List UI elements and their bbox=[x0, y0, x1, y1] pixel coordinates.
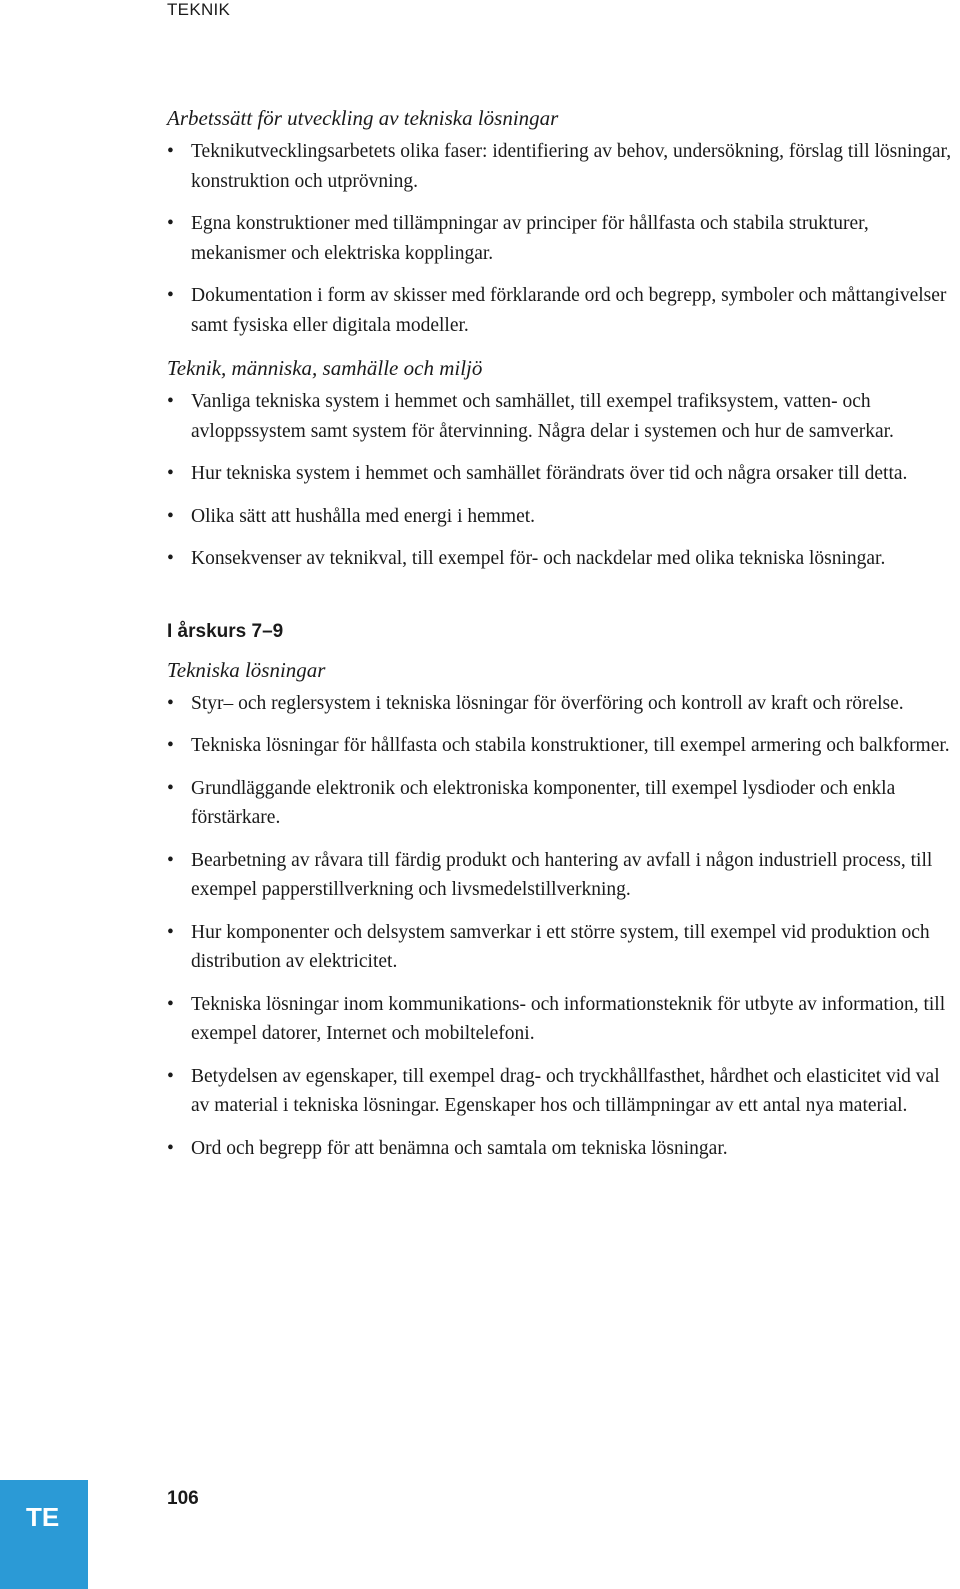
list-item: • Teknikutvecklingsarbetets olika faser: identifiering av behov, undersökning, förslag till lösningar, konstruktion och utprövning. bbox=[167, 137, 957, 196]
document-body bbox=[167, 103, 957, 1176]
subject-tab-marker bbox=[0, 1480, 88, 1589]
list-item: • Ord och begrepp för att benämna och samtala om tekniska lösningar. bbox=[167, 1134, 957, 1164]
bullet-list bbox=[167, 689, 957, 1164]
list-item: • Dokumentation i form av skisser med förklarande ord och begrepp, symboler och måttangivelser samt fysiska eller digitala modeller. bbox=[167, 281, 957, 340]
list-item: • Bearbetning av råvara till färdig produkt och hantering av avfall i någon industriell process, till exempel papperstillverkning och livsmedelstillverkning. bbox=[167, 846, 957, 905]
list-item: • Hur tekniska system i hemmet och samhället förändrats över tid och några orsaker till detta. bbox=[167, 459, 957, 489]
section-heading: Tekniska lösningar bbox=[167, 657, 326, 682]
list-item: • Egna konstruktioner med tillämpningar av principer för hållfasta och stabila strukturer, mekanismer och elektriska kopplingar. bbox=[167, 209, 957, 268]
list-item: • Vanliga tekniska system i hemmet och samhället, till exempel trafiksystem, vatten- och avloppssystem samt system för återvinning. Några delar i systemen och hur de samverkar. bbox=[167, 387, 957, 446]
list-item: • Grundläggande elektronik och elektroniska komponenter, till exempel lysdioder och enkla förstärkare. bbox=[167, 774, 957, 833]
section-heading: Teknik, människa, samhälle och miljö bbox=[167, 356, 483, 380]
list-item: • Tekniska lösningar inom kommunikations- och informationsteknik för utbyte av information, till exempel datorer, Internet och mobiltelefoni. bbox=[167, 990, 957, 1049]
section-arbetssatt bbox=[167, 103, 957, 340]
bullet-list bbox=[167, 387, 957, 574]
section-tekniska-losningar bbox=[167, 655, 957, 1164]
running-head: TEKNIK bbox=[167, 0, 231, 19]
grade-heading: I årskurs 7–9 bbox=[167, 620, 284, 642]
list-item: • Hur komponenter och delsystem samverkar i ett större system, till exempel vid produktion och distribution av elektricitet. bbox=[167, 918, 957, 977]
subject-tab-label: TE bbox=[26, 1502, 60, 1532]
list-item: • Konsekvenser av teknikval, till exempel för- och nackdelar med olika tekniska lösningar. bbox=[167, 544, 957, 574]
list-item: • Olika sätt att hushålla med energi i hemmet. bbox=[167, 502, 957, 532]
page-number: 106 bbox=[167, 1488, 199, 1509]
list-item: • Styr– och reglersystem i tekniska lösningar för överföring och kontroll av kraft och rörelse. bbox=[167, 689, 957, 719]
bullet-list bbox=[167, 137, 957, 340]
list-item: • Tekniska lösningar för hållfasta och stabila konstruktioner, till exempel armering och balkformer. bbox=[167, 731, 957, 761]
section-heading: Arbetssätt för utveckling av tekniska lösningar bbox=[167, 106, 559, 130]
section-teknik-manniska bbox=[167, 353, 957, 574]
list-item: • Betydelsen av egenskaper, till exempel drag- och tryckhållfasthet, hårdhet och elasticitet vid val av material i tekniska lösningar. Egenskaper hos och tillämpningar av ett antal nya material. bbox=[167, 1062, 957, 1121]
